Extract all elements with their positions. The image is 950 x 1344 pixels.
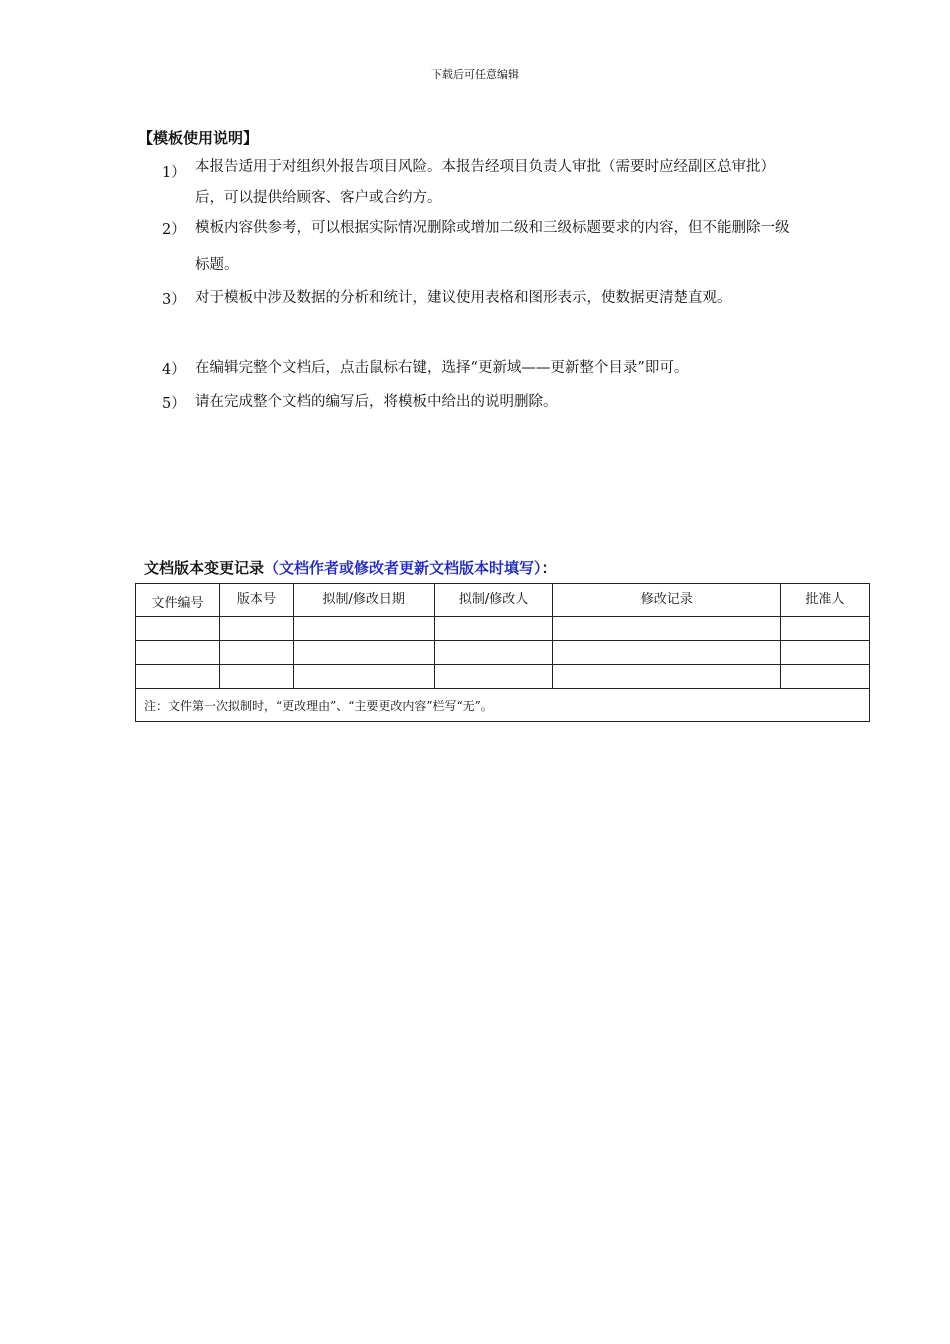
table-cell[interactable]	[553, 617, 781, 641]
item-text: 请在完成整个文档的编写后，将模板中给出的说明删除。	[195, 394, 558, 410]
page-header: 下载后可任意编辑	[431, 68, 519, 81]
item-text: 对于模板中涉及数据的分析和统计，建议使用表格和图形表示，使数据更清楚直观。	[195, 290, 732, 306]
item-number: 5）	[162, 396, 186, 412]
table-cell[interactable]	[434, 617, 553, 641]
table-cell[interactable]	[781, 617, 870, 641]
table-cell[interactable]	[136, 641, 220, 665]
header-file-number: 文件编号	[136, 584, 220, 617]
header-date: 拟制/修改日期	[293, 584, 434, 617]
instructions-title: 【模板使用说明】	[138, 129, 259, 147]
header-change-record: 修改记录	[553, 584, 781, 617]
table-cell[interactable]	[781, 641, 870, 665]
table-note-row	[136, 689, 870, 722]
version-record-table	[135, 583, 870, 722]
version-record-title-main: 文档版本变更记录	[144, 559, 265, 577]
version-record-title-colon: ：	[541, 559, 557, 577]
table-cell[interactable]	[434, 665, 553, 689]
item-number: 1）	[162, 165, 186, 181]
version-record-title	[144, 557, 557, 578]
table-cell[interactable]	[781, 665, 870, 689]
table-cell[interactable]	[553, 665, 781, 689]
table-row	[136, 665, 870, 689]
table-cell[interactable]	[293, 665, 434, 689]
table-cell[interactable]	[219, 665, 293, 689]
table-note: 注：文件第一次拟制时，“更改理由”、“主要更改内容”栏写“无”。	[136, 689, 870, 722]
table-cell[interactable]	[293, 641, 434, 665]
item-text: 本报告适用于对组织外报告项目风险。本报告经项目负责人审批（需要时应经副区总审批）后，可以提供给顾客、客户或合约方。	[195, 159, 775, 206]
table-header-row	[136, 584, 870, 617]
header-approver: 批准人	[781, 584, 870, 617]
table-cell[interactable]	[434, 641, 553, 665]
item-number: 3）	[162, 292, 186, 308]
table-cell[interactable]	[293, 617, 434, 641]
item-number: 2）	[162, 222, 186, 238]
table-cell[interactable]	[219, 617, 293, 641]
header-author: 拟制/修改人	[434, 584, 553, 617]
version-record-title-note: （文档作者或修改者更新文档版本时填写）	[264, 559, 542, 577]
item-text: 模板内容供参考，可以根据实际情况删除或增加二级和三级标题要求的内容，但不能删除一级标题。	[195, 220, 790, 273]
table-cell[interactable]	[136, 617, 220, 641]
item-text: 在编辑完整个文档后，点击鼠标右键，选择“更新域——更新整个目录”即可。	[195, 360, 689, 376]
table-row	[136, 617, 870, 641]
table-cell[interactable]	[553, 641, 781, 665]
item-number: 4）	[162, 362, 186, 378]
table-row	[136, 641, 870, 665]
table-cell[interactable]	[219, 641, 293, 665]
table-cell[interactable]	[136, 665, 220, 689]
header-version: 版本号	[219, 584, 293, 617]
